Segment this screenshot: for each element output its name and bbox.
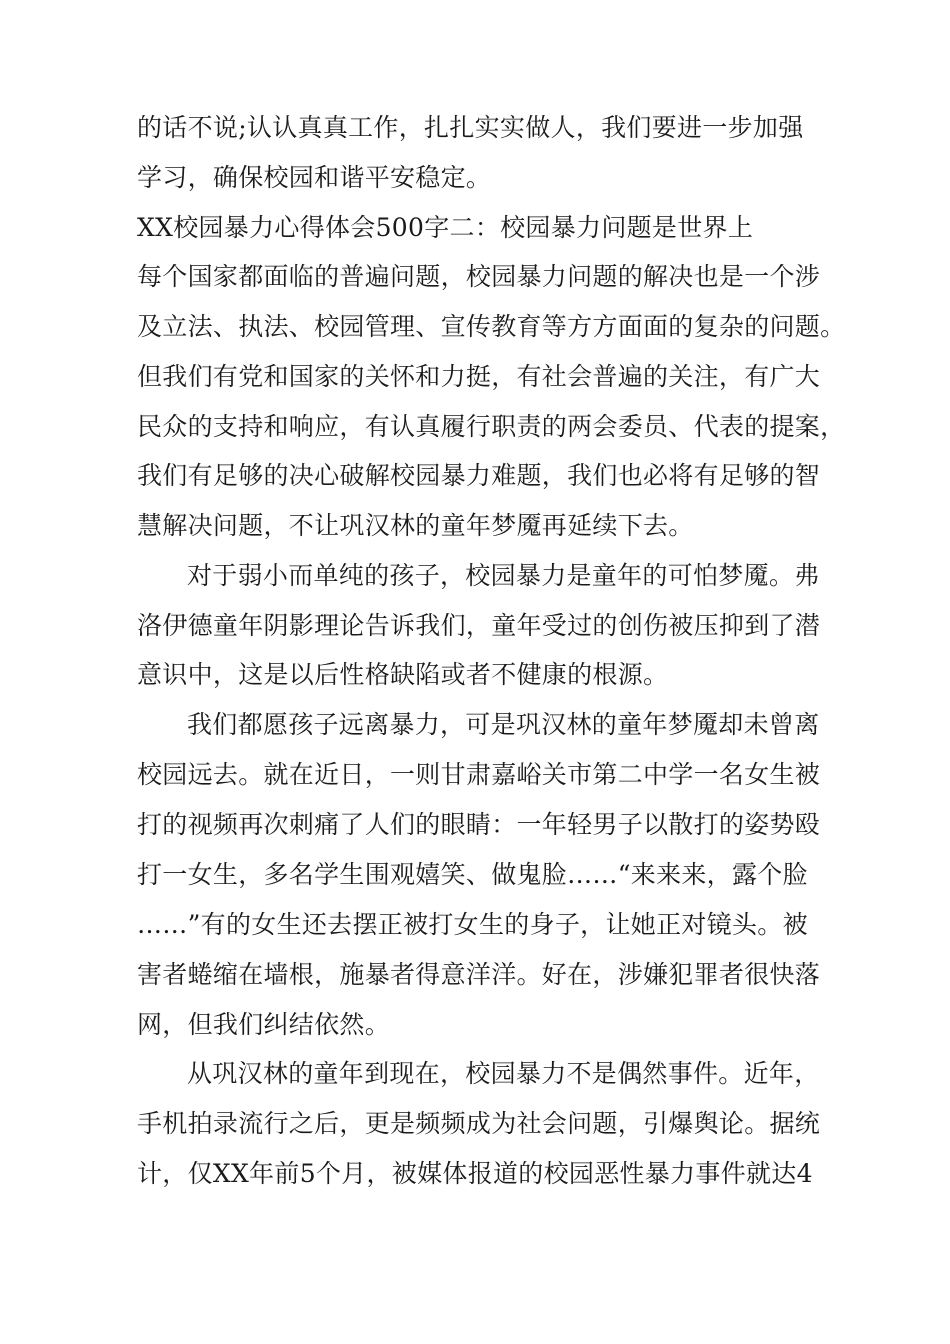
text-line-17: ……”有的女生还去摆正被打女生的身子，让她正对镜头。被 <box>137 910 808 939</box>
text-line-3: XX校园暴力心得体会500字二：校园暴力问题是世界上 <box>137 213 754 242</box>
text-line-9: 慧解决问题，不让巩汉林的童年梦魇再延续下去。 <box>137 511 694 540</box>
text-line-19: 网，但我们纠结依然。 <box>137 1010 391 1039</box>
text-line-16: 打一女生，多名学生围观嬉笑、做鬼脸……“来来来，露个脸 <box>137 860 808 889</box>
text-line-12: 意识中，这是以后性格缺陷或者不健康的根源。 <box>137 660 669 689</box>
text-line-4: 每个国家都面临的普遍问题，校园暴力问题的解决也是一个涉 <box>137 262 821 291</box>
text-line-13: 我们都愿孩子远离暴力，可是巩汉林的童年梦魇却未曾离 <box>187 710 820 739</box>
text-line-1: 的话不说;认认真真工作，扎扎实实做人，我们要进一步加强 <box>137 113 804 142</box>
text-line-2: 学习，确保校园和谐平安稳定。 <box>137 163 492 192</box>
text-line-14: 校园远去。就在近日，一则甘肃嘉峪关市第二中学一名女生被 <box>137 760 821 789</box>
text-line-15: 打的视频再次刺痛了人们的眼睛：一年轻男子以散打的姿势殴 <box>137 810 821 839</box>
text-line-22: 计，仅XX年前5个月，被媒体报道的校园恶性暴力事件就达4 <box>137 1159 813 1188</box>
text-line-5: 及立法、执法、校园管理、宣传教育等方方面面的复杂的问题。 <box>137 312 846 341</box>
text-line-18: 害者蜷缩在墙根，施暴者得意洋洋。好在，涉嫌犯罪者很快落 <box>137 960 821 989</box>
text-line-20: 从巩汉林的童年到现在，校园暴力不是偶然事件。近年， <box>187 1059 820 1088</box>
text-line-7: 民众的支持和响应，有认真履行职责的两会委员、代表的提案， <box>137 412 846 441</box>
text-line-10: 对于弱小而单纯的孩子，校园暴力是童年的可怕梦魇。弗 <box>187 561 820 590</box>
text-line-6: 但我们有党和国家的关怀和力挺，有社会普遍的关注，有广大 <box>137 362 821 391</box>
text-line-11: 洛伊德童年阴影理论告诉我们，童年受过的创伤被压抑到了潜 <box>137 611 821 640</box>
text-line-8: 我们有足够的决心破解校园暴力难题，我们也必将有足够的智 <box>137 461 821 490</box>
text-line-21: 手机拍录流行之后，更是频频成为社会问题，引爆舆论。据统 <box>137 1109 821 1138</box>
